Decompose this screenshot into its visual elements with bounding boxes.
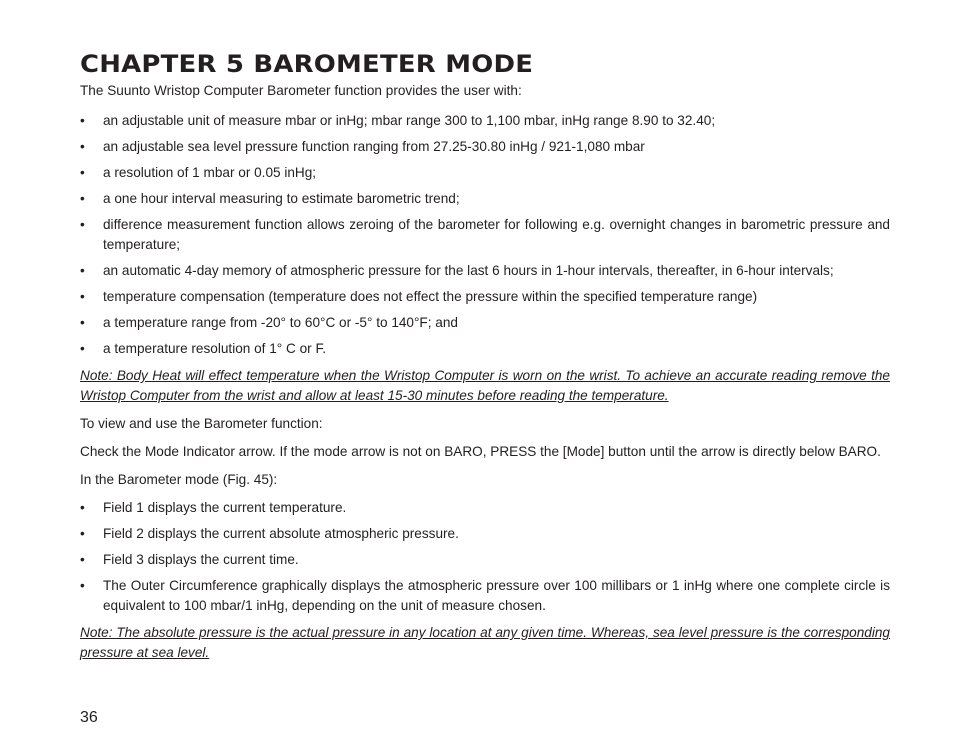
field-list <box>80 498 890 616</box>
feature-item: • an adjustable unit of measure mbar or inHg; mbar range 300 to 1,100 mbar, inHg range 8.90 to 32.40; <box>80 111 890 131</box>
feature-list <box>80 111 890 359</box>
field-item: • The Outer Circumference graphically displays the atmospheric pressure over 100 millibars or 1 inHg where one complete circle is equivalent to 100 mbar/1 inHg, depending on the unit of measure chosen. <box>80 576 890 616</box>
feature-item: • an automatic 4-day memory of atmospheric pressure for the last 6 hours in 1-hour intervals, thereafter, in 6-hour intervals; <box>80 261 890 281</box>
feature-item: • difference measurement function allows zeroing of the barometer for following e.g. overnight changes in barometric pressure and temperature; <box>80 215 890 255</box>
feature-item: • a one hour interval measuring to estimate barometric trend; <box>80 189 890 209</box>
feature-item: • temperature compensation (temperature does not effect the pressure within the specified temperature range) <box>80 287 890 307</box>
mode-intro: In the Barometer mode (Fig. 45): <box>80 472 278 487</box>
body-heat-note: Note: Body Heat will effect temperature when the Wristop Computer is worn on the wrist. To achieve an accurate reading remove the Wristop Computer from the wrist and allow at least 15-30 minutes before reading the temperature. <box>80 368 890 403</box>
feature-item: • a temperature range from -20° to 60°C or -5° to 140°F; and <box>80 313 890 333</box>
feature-item: • an adjustable sea level pressure function ranging from 27.25-30.80 inHg / 921-1,080 mbar <box>80 137 890 157</box>
page-number: 36 <box>80 709 98 726</box>
feature-item: • a resolution of 1 mbar or 0.05 inHg; <box>80 163 890 183</box>
page-content <box>80 50 890 663</box>
check-instruction: Check the Mode Indicator arrow. If the mode arrow is not on BARO, PRESS the [Mode] button until the arrow is directly below BARO. <box>80 444 881 459</box>
field-item: • Field 3 displays the current time. <box>80 550 890 570</box>
field-item: • Field 1 displays the current temperature. <box>80 498 890 518</box>
absolute-pressure-note: Note: The absolute pressure is the actual pressure in any location at any given time. Whereas, sea level pressure is the corresponding pressure at sea level. <box>80 625 890 660</box>
field-item: • Field 2 displays the current absolute atmospheric pressure. <box>80 524 890 544</box>
intro-paragraph: The Suunto Wristop Computer Barometer function provides the user with: <box>80 83 522 98</box>
chapter-title: CHAPTER 5 BAROMETER MODE <box>80 50 534 78</box>
feature-item: • a temperature resolution of 1° C or F. <box>80 339 890 359</box>
view-instruction: To view and use the Barometer function: <box>80 416 323 431</box>
